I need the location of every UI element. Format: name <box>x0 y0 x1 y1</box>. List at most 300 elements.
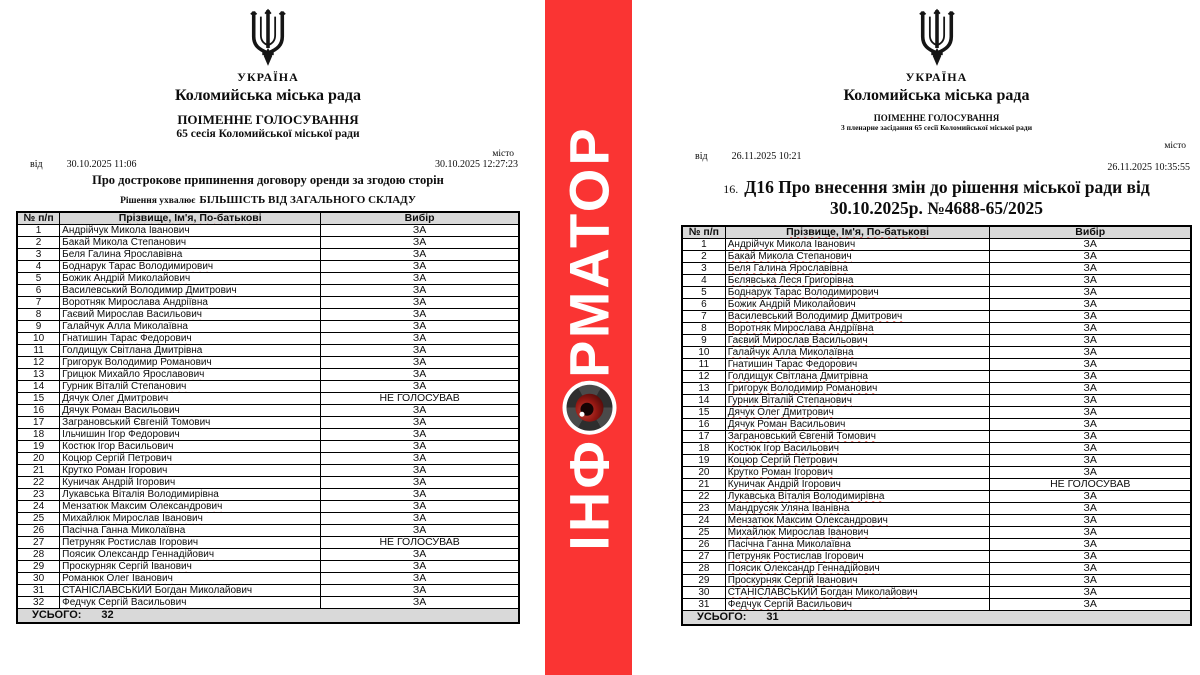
voter-row <box>682 550 1191 562</box>
voter-name: Пасічна Ганна Миколаївна <box>60 525 321 537</box>
decision-rule: БІЛЬШІСТЬ ВІД ЗАГАЛЬНОГО СКЛАДУ <box>199 194 416 206</box>
voter-row <box>682 538 1191 550</box>
row-number: 20 <box>682 466 725 478</box>
column-header-number: № п/п <box>17 212 60 225</box>
country-label: УКРАЇНА <box>237 70 299 84</box>
voter-name: Мандрусяк Уляна Іванівна <box>725 502 990 514</box>
row-number: 9 <box>682 334 725 346</box>
row-number: 16 <box>682 418 725 430</box>
voter-name: Гнатишин Тарас Федорович <box>60 333 321 345</box>
voter-row <box>17 513 519 525</box>
row-number: 14 <box>17 381 60 393</box>
vote-value: ЗА <box>990 454 1191 466</box>
row-number: 19 <box>682 454 725 466</box>
vote-value: ЗА <box>321 237 519 249</box>
voter-row <box>17 393 519 405</box>
voter-name: Бєлявська Леся Григорівна <box>725 274 990 286</box>
voter-row <box>682 430 1191 442</box>
voter-row <box>17 561 519 573</box>
vote-value: ЗА <box>990 418 1191 430</box>
voter-name: Боднарук Тарас Володимирович <box>60 261 321 273</box>
row-number: 27 <box>17 537 60 549</box>
voter-name: СТАНІСЛАВСЬКИЙ Богдан Миколайович <box>60 585 321 597</box>
row-number: 27 <box>682 550 725 562</box>
total-label: УСЬОГО: <box>697 610 747 623</box>
vote-value: ЗА <box>990 346 1191 358</box>
row-number: 11 <box>17 345 60 357</box>
voter-row <box>17 297 519 309</box>
row-number: 4 <box>682 274 725 286</box>
row-number: 9 <box>17 321 60 333</box>
row-number: 26 <box>682 538 725 550</box>
vote-value: ЗА <box>321 261 519 273</box>
vote-value: ЗА <box>321 477 519 489</box>
voter-row <box>682 406 1191 418</box>
vote-value: ЗА <box>990 394 1191 406</box>
voter-name: Поясик Олександр Геннадійович <box>725 562 990 574</box>
row-number: 32 <box>17 597 60 609</box>
voter-row <box>17 321 519 333</box>
session-subheading: 65 сесія Коломийської міської ради <box>176 128 360 140</box>
row-number: 2 <box>17 237 60 249</box>
total-cell <box>682 610 1191 625</box>
vote-value: ЗА <box>321 441 519 453</box>
voter-name: Поясик Олександр Геннадійович <box>60 549 321 561</box>
informator-watermark-banner <box>545 0 632 675</box>
voter-row <box>682 262 1191 274</box>
row-number: 1 <box>682 238 725 250</box>
voter-name: Лукавська Віталія Володимирівна <box>60 489 321 501</box>
row-number: 16 <box>17 405 60 417</box>
vote-start-timestamp: 30.10.2025 11:06 <box>66 159 137 170</box>
voter-row <box>682 586 1191 598</box>
voter-row <box>682 478 1191 490</box>
vote-value: ЗА <box>990 382 1191 394</box>
voter-row <box>17 453 519 465</box>
voter-name: Божик Андрій Миколайович <box>60 273 321 285</box>
voter-name: Проскурняк Сергій Іванович <box>725 574 990 586</box>
voter-row <box>682 346 1191 358</box>
voter-name: Ільчишин Ігор Федорович <box>60 429 321 441</box>
voter-name: Заграновський Євгеній Томович <box>725 430 990 442</box>
row-number: 17 <box>682 430 725 442</box>
voter-name: Гаєвий Мирослав Васильович <box>725 334 990 346</box>
voter-row <box>17 597 519 609</box>
voter-name: Проскурняк Сергій Іванович <box>60 561 321 573</box>
row-number: 24 <box>682 514 725 526</box>
row-number: 5 <box>17 273 60 285</box>
voter-name: Андрійчук Микола Іванович <box>725 238 990 250</box>
vote-value: ЗА <box>990 286 1191 298</box>
row-number: 20 <box>17 453 60 465</box>
voter-row <box>682 418 1191 430</box>
agenda-item-number: 16. <box>723 182 739 196</box>
vote-end-timestamp: 26.11.2025 10:35:55 <box>1107 162 1190 173</box>
vote-value: ЗА <box>990 262 1191 274</box>
row-number: 17 <box>17 417 60 429</box>
voter-row <box>682 322 1191 334</box>
voter-name: Петруняк Ростислав Ігорович <box>60 537 321 549</box>
voter-name: Беля Галина Ярославівна <box>725 262 990 274</box>
row-number: 18 <box>682 442 725 454</box>
voter-name: Гурник Віталій Степанович <box>725 394 990 406</box>
vote-value: ЗА <box>321 453 519 465</box>
vote-value: ЗА <box>321 585 519 597</box>
row-number: 25 <box>682 526 725 538</box>
voter-name: Дячук Олег Дмитрович <box>60 393 321 405</box>
ukraine-trident-crest-icon <box>241 8 295 68</box>
row-number: 1 <box>17 225 60 237</box>
vote-value: ЗА <box>990 274 1191 286</box>
voter-row <box>17 537 519 549</box>
voter-row <box>682 382 1191 394</box>
row-number: 22 <box>682 490 725 502</box>
voter-name: Бакай Микола Степанович <box>725 250 990 262</box>
voter-name: Куничак Андрій Ігорович <box>60 477 321 489</box>
voter-row <box>17 309 519 321</box>
row-number: 15 <box>682 406 725 418</box>
vote-value: ЗА <box>321 549 519 561</box>
voter-row <box>17 345 519 357</box>
vote-value: ЗА <box>321 417 519 429</box>
vote-value: ЗА <box>321 273 519 285</box>
vote-value: ЗА <box>990 562 1191 574</box>
vote-value: ЗА <box>990 358 1191 370</box>
row-number: 29 <box>17 561 60 573</box>
row-number: 4 <box>17 261 60 273</box>
vote-value: ЗА <box>321 597 519 609</box>
voter-row <box>17 477 519 489</box>
vote-value: ЗА <box>321 465 519 477</box>
voting-table <box>681 225 1192 626</box>
voter-row <box>17 465 519 477</box>
voter-name: Федчук Сергій Васильович <box>60 597 321 609</box>
voter-name: Романюк Олег Іванович <box>60 573 321 585</box>
voter-row <box>17 381 519 393</box>
row-number: 23 <box>17 489 60 501</box>
voter-row <box>17 573 519 585</box>
voter-row <box>17 261 519 273</box>
voter-row <box>682 442 1191 454</box>
row-number: 31 <box>682 598 725 610</box>
voter-name: Пасічна Ганна Миколаївна <box>725 538 990 550</box>
total-value: 32 <box>101 609 114 621</box>
voter-row <box>682 238 1191 250</box>
vote-value: ЗА <box>990 406 1191 418</box>
voter-row <box>682 502 1191 514</box>
voter-name: Дячук Роман Васильович <box>60 405 321 417</box>
vote-value: ЗА <box>321 405 519 417</box>
vote-value: НЕ ГОЛОСУВАВ <box>990 478 1191 490</box>
voter-row <box>682 466 1191 478</box>
voter-row <box>17 225 519 237</box>
decision-rule-line <box>16 190 520 208</box>
decision-prefix: Рішення ухвалює <box>120 196 196 206</box>
right-document <box>681 6 1192 626</box>
vote-value: ЗА <box>321 501 519 513</box>
vote-value: ЗА <box>321 309 519 321</box>
vote-value: ЗА <box>321 297 519 309</box>
voter-name: Галайчук Алла Миколаївна <box>60 321 321 333</box>
vote-value: ЗА <box>321 429 519 441</box>
agenda-title: Про дострокове припинення договору оренди за згодою сторін <box>92 173 444 187</box>
row-number: 7 <box>17 297 60 309</box>
voter-name: Божик Андрій Миколайович <box>725 298 990 310</box>
agenda-title <box>681 177 1192 220</box>
vote-value: ЗА <box>990 322 1191 334</box>
voter-name: Коцюр Сергій Петрович <box>60 453 321 465</box>
informator-wordmark <box>556 125 621 550</box>
ukraine-trident-crest-icon <box>910 8 964 68</box>
total-cell <box>17 609 519 624</box>
voter-row <box>682 454 1191 466</box>
row-number: 29 <box>682 574 725 586</box>
vote-value: ЗА <box>990 574 1191 586</box>
voter-row <box>682 562 1191 574</box>
total-row <box>682 610 1191 625</box>
voter-row <box>682 490 1191 502</box>
voter-name: Грицюк Михайло Ярославович <box>60 369 321 381</box>
vote-value: ЗА <box>321 225 519 237</box>
voter-name: Боднарук Тарас Володимирович <box>725 286 990 298</box>
vote-value: ЗА <box>990 370 1191 382</box>
voter-name: Голдищук Світлана Дмитрівна <box>725 370 990 382</box>
voter-name: Костюк Ігор Васильович <box>60 441 321 453</box>
column-header-name: Прізвище, Ім'я, По-батькові <box>725 226 990 239</box>
vote-value: ЗА <box>321 489 519 501</box>
voter-name: Заграновський Євгеній Томович <box>60 417 321 429</box>
from-label: від <box>30 159 43 170</box>
row-number: 19 <box>17 441 60 453</box>
row-number: 10 <box>17 333 60 345</box>
vote-value: ЗА <box>321 357 519 369</box>
voter-row <box>682 574 1191 586</box>
row-number: 8 <box>17 309 60 321</box>
voter-name: Василевський Володимир Дмитрович <box>60 285 321 297</box>
voter-name: Михайлюк Мирослав Іванович <box>60 513 321 525</box>
voter-row <box>17 585 519 597</box>
row-number: 31 <box>17 585 60 597</box>
vote-value: ЗА <box>321 345 519 357</box>
city-label: місто <box>1164 141 1186 151</box>
row-number: 21 <box>17 465 60 477</box>
row-number: 12 <box>17 357 60 369</box>
voter-name: СТАНІСЛАВСЬКИЙ Богдан Миколайович <box>725 586 990 598</box>
voter-name: Коцюр Сергій Петрович <box>725 454 990 466</box>
vote-value: ЗА <box>990 586 1191 598</box>
vote-value: ЗА <box>321 369 519 381</box>
vote-value: НЕ ГОЛОСУВАВ <box>321 537 519 549</box>
vote-value: ЗА <box>321 561 519 573</box>
voter-name: Беля Галина Ярославівна <box>60 249 321 261</box>
row-number: 18 <box>17 429 60 441</box>
voter-row <box>17 357 519 369</box>
vote-value: ЗА <box>990 598 1191 610</box>
voter-row <box>17 417 519 429</box>
vote-value: ЗА <box>990 238 1191 250</box>
voter-row <box>17 369 519 381</box>
row-number: 5 <box>682 286 725 298</box>
voter-row <box>17 501 519 513</box>
voter-row <box>682 358 1191 370</box>
row-number: 26 <box>17 525 60 537</box>
voting-table <box>16 211 520 624</box>
from-label: від <box>695 151 708 162</box>
row-number: 11 <box>682 358 725 370</box>
vote-value: ЗА <box>990 490 1191 502</box>
row-number: 10 <box>682 346 725 358</box>
voter-row <box>17 489 519 501</box>
voter-name: Михайлюк Мирослав Іванович <box>725 526 990 538</box>
vote-value: ЗА <box>990 298 1191 310</box>
voter-row <box>17 273 519 285</box>
vote-value: ЗА <box>990 538 1191 550</box>
total-value: 31 <box>766 610 779 623</box>
row-number: 12 <box>682 370 725 382</box>
vote-value: ЗА <box>990 502 1191 514</box>
voter-name: Крутко Роман Ігорович <box>725 466 990 478</box>
voter-name: Дячук Роман Васильович <box>725 418 990 430</box>
row-number: 3 <box>682 262 725 274</box>
voter-name: Куничак Андрій Ігорович <box>725 478 990 490</box>
voter-row <box>682 598 1191 610</box>
voter-row <box>682 514 1191 526</box>
row-number: 21 <box>682 478 725 490</box>
vote-value: ЗА <box>990 250 1191 262</box>
row-number: 13 <box>17 369 60 381</box>
voter-name: Андрійчук Микола Іванович <box>60 225 321 237</box>
total-label: УСЬОГО: <box>32 609 82 621</box>
row-number: 24 <box>17 501 60 513</box>
vote-end-timestamp: 30.10.2025 12:27:23 <box>434 159 518 170</box>
voter-name: Костюк Ігор Васильович <box>725 442 990 454</box>
vote-start-timestamp: 26.11.2025 10:21 <box>731 151 802 162</box>
voter-name: Лукавська Віталія Володимирівна <box>725 490 990 502</box>
voter-name: Воротняк Мирослава Андріївна <box>725 322 990 334</box>
vote-value: НЕ ГОЛОСУВАВ <box>321 393 519 405</box>
council-name: Коломийська міська рада <box>174 87 361 104</box>
voter-row <box>17 237 519 249</box>
voter-row <box>682 298 1191 310</box>
voter-row <box>682 274 1191 286</box>
row-number: 30 <box>682 586 725 598</box>
voter-row <box>682 370 1191 382</box>
voter-name: Федчук Сергій Васильович <box>725 598 990 610</box>
date-line <box>681 151 1192 162</box>
vote-value: ЗА <box>321 333 519 345</box>
row-number: 14 <box>682 394 725 406</box>
voter-row <box>682 286 1191 298</box>
vote-value: ЗА <box>990 466 1191 478</box>
row-number: 6 <box>17 285 60 297</box>
vote-value: ЗА <box>321 525 519 537</box>
voter-name: Дячук Олег Дмитрович <box>725 406 990 418</box>
row-number: 22 <box>17 477 60 489</box>
row-number: 30 <box>17 573 60 585</box>
column-header-vote: Вибір <box>321 212 519 225</box>
row-number: 6 <box>682 298 725 310</box>
vote-value: ЗА <box>990 334 1191 346</box>
row-number: 15 <box>17 393 60 405</box>
vote-value: ЗА <box>321 249 519 261</box>
voter-row <box>682 334 1191 346</box>
session-subheading: 3 пленарне засідання 65 сесії Коломийської міської ради <box>840 123 1033 132</box>
vote-value: ЗА <box>990 550 1191 562</box>
voter-row <box>682 394 1191 406</box>
voter-name: Голдищук Світлана Дмитрівна <box>60 345 321 357</box>
wordmark-text-start: ІНФ <box>557 437 620 551</box>
vote-type-heading: ПОІМЕННЕ ГОЛОСУВАННЯ <box>873 113 1000 123</box>
row-number: 2 <box>682 250 725 262</box>
agenda-title-text: Д16 Про внесення змін до рішення міської ради від 30.10.2025р. №4688-65/2025 <box>744 177 1150 219</box>
total-row <box>17 609 519 624</box>
voter-row <box>682 310 1191 322</box>
voter-name: Григорук Володимир Романович <box>60 357 321 369</box>
row-number: 13 <box>682 382 725 394</box>
vote-value: ЗА <box>990 430 1191 442</box>
wordmark-text-end: РМАТОР <box>557 124 620 378</box>
voter-name: Воротняк Мирослава Андріївна <box>60 297 321 309</box>
voter-name: Бакай Микола Степанович <box>60 237 321 249</box>
date-line <box>16 159 520 170</box>
voter-name: Мензатюк Максим Олександрович <box>60 501 321 513</box>
row-number: 25 <box>17 513 60 525</box>
row-number: 23 <box>682 502 725 514</box>
city-label: місто <box>492 149 514 159</box>
vote-value: ЗА <box>990 310 1191 322</box>
voter-row <box>682 250 1191 262</box>
voter-name: Петруняк Ростислав Ігорович <box>725 550 990 562</box>
voter-name: Василевський Володимир Дмитрович <box>725 310 990 322</box>
vote-value: ЗА <box>321 513 519 525</box>
vote-value: ЗА <box>990 514 1191 526</box>
voter-name: Крутко Роман Ігорович <box>60 465 321 477</box>
voter-name: Григорук Володимир Романович <box>725 382 990 394</box>
voter-name: Гнатишин Тарас Федорович <box>725 358 990 370</box>
voter-row <box>17 549 519 561</box>
table-header-row <box>682 226 1191 239</box>
voter-row <box>17 405 519 417</box>
voter-row <box>17 333 519 345</box>
voter-row <box>17 429 519 441</box>
council-name: Коломийська міська рада <box>843 87 1030 104</box>
voter-row <box>17 285 519 297</box>
vote-value: ЗА <box>321 381 519 393</box>
vote-value: ЗА <box>990 442 1191 454</box>
vote-type-heading: ПОІМЕННЕ ГОЛОСУВАННЯ <box>177 112 359 127</box>
voter-name: Гаєвий Мирослав Васильович <box>60 309 321 321</box>
camera-lens-eye-icon <box>562 380 616 434</box>
column-header-vote: Вибір <box>990 226 1191 239</box>
vote-value: ЗА <box>990 526 1191 538</box>
voter-row <box>17 525 519 537</box>
left-document <box>16 6 520 624</box>
voter-name: Гурник Віталій Степанович <box>60 381 321 393</box>
voter-row <box>17 249 519 261</box>
row-number: 8 <box>682 322 725 334</box>
country-label: УКРАЇНА <box>905 70 968 84</box>
voter-name: Мензатюк Максим Олександрович <box>725 514 990 526</box>
column-header-name: Прізвище, Ім'я, По-батькові <box>60 212 321 225</box>
vote-value: ЗА <box>321 285 519 297</box>
voter-name: Галайчук Алла Миколаївна <box>725 346 990 358</box>
voter-row <box>17 441 519 453</box>
table-header-row <box>17 212 519 225</box>
row-number: 28 <box>682 562 725 574</box>
row-number: 28 <box>17 549 60 561</box>
row-number: 3 <box>17 249 60 261</box>
column-header-number: № п/п <box>682 226 725 239</box>
